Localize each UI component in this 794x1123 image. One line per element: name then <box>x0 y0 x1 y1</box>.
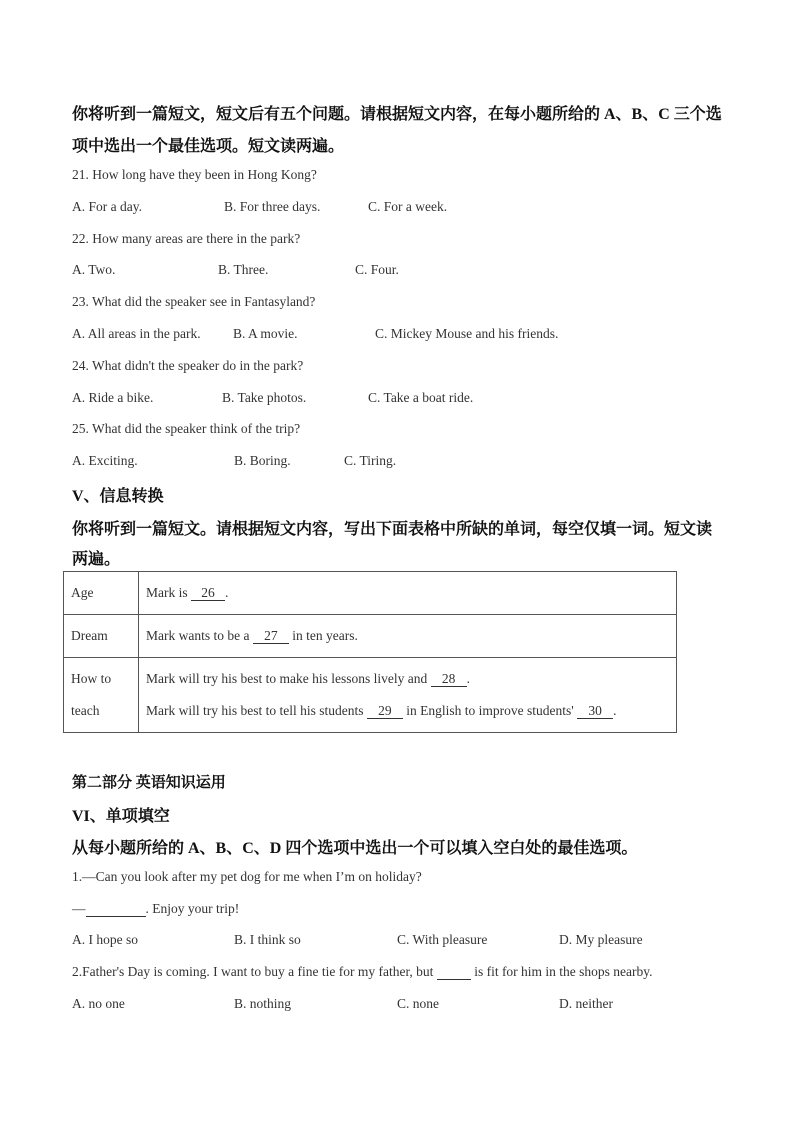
question-23-option-a: A. All areas in the park. <box>72 326 201 341</box>
question-25-option-b: B. Boring. <box>234 453 291 468</box>
table-row-how-to-teach <box>64 658 677 733</box>
table-row-dream <box>64 615 677 658</box>
question-23-stem: 23. What did the speaker see in Fantasyland? <box>72 294 316 309</box>
question-2-option-a: A. no one <box>72 996 125 1011</box>
blank-29: 29 <box>367 704 403 719</box>
question-1-option-c: C. With pleasure <box>397 932 488 947</box>
question-2-option-b: B. nothing <box>234 996 292 1011</box>
question-21-option-b: B. For three days. <box>224 199 321 214</box>
table-cell-age: Mark is 26 . <box>139 572 677 615</box>
section5-heading: V、信息转换 <box>72 488 164 505</box>
section6-heading: VI、单项填空 <box>72 808 170 825</box>
section4-instruction-line2: 项中选出一个最佳选项。短文读两遍。 <box>72 138 345 155</box>
table-row-age <box>64 572 677 615</box>
question-25-option-c: C. Tiring. <box>344 453 397 468</box>
question-24-stem: 24. What didn't the speaker do in the park? <box>72 358 304 373</box>
section5-instruction-line1: 你将听到一篇短文。请根据短文内容，写出下面表格中所缺的单词，每空仅填一词。短文读 <box>72 521 713 538</box>
question-22-option-c: C. Four. <box>355 262 399 277</box>
question-23-option-c: C. Mickey Mouse and his friends. <box>375 326 559 341</box>
table-label-age: Age <box>64 572 139 615</box>
question-22-option-b: B. Three. <box>218 262 269 277</box>
question-1-stem: 1.—Can you look after my pet dog for me when I’m on holiday? <box>72 869 422 884</box>
section4-instruction-line1: 你将听到一篇短文，短文后有五个问题。请根据短文内容，在每小题所给的 A、B、C 三个选 <box>72 106 722 123</box>
table-cell-how-to-teach <box>139 658 677 733</box>
info-table <box>63 571 677 733</box>
question-24-option-c: C. Take a boat ride. <box>368 390 474 405</box>
question-2-stem: 2.Father's Day is coming. I want to buy a fine tie for my father, but is fit for him in the shops nearby. <box>72 964 653 979</box>
table-cell-dream: Mark wants to be a 27 in ten years. <box>139 615 677 658</box>
blank-30: 30 <box>577 704 613 719</box>
table-label-how-to-teach: How to teach <box>64 658 139 733</box>
how-to-teach-line1: Mark will try his best to make his lessons lively and 28 . <box>146 671 470 686</box>
question-2-option-c: C. none <box>397 996 439 1011</box>
table-label-dream: Dream <box>64 615 139 658</box>
question-23-option-b: B. A movie. <box>233 326 298 341</box>
question-22-stem: 22. How many areas are there in the park? <box>72 231 301 246</box>
section6-instruction: 从每小题所给的 A、B、C、D 四个选项中选出一个可以填入空白处的最佳选项。 <box>72 840 638 857</box>
question-25-stem: 25. What did the speaker think of the trip? <box>72 421 301 436</box>
question-1-option-d: D. My pleasure <box>559 932 643 947</box>
blank-28: 28 <box>431 672 467 687</box>
question-1-blank <box>86 902 146 917</box>
question-25-option-a: A. Exciting. <box>72 453 138 468</box>
question-21-stem: 21. How long have they been in Hong Kong? <box>72 167 317 182</box>
blank-27: 27 <box>253 629 289 644</box>
part2-title: 第二部分 英语知识运用 <box>72 775 226 791</box>
question-24-option-a: A. Ride a bike. <box>72 390 154 405</box>
question-1-option-a: A. I hope so <box>72 932 138 947</box>
question-21-option-a: A. For a day. <box>72 199 142 214</box>
section5-instruction-line2: 两遍。 <box>72 551 121 568</box>
question-2-blank <box>437 965 471 980</box>
question-1-option-b: B. I think so <box>234 932 301 947</box>
question-1-reply: — . Enjoy your trip! <box>72 901 240 916</box>
how-to-teach-line2: Mark will try his best to tell his students 29 in English to improve students' 30 . <box>146 703 617 718</box>
question-24-option-b: B. Take photos. <box>222 390 307 405</box>
question-2-option-d: D. neither <box>559 996 613 1011</box>
question-21-option-c: C. For a week. <box>368 199 448 214</box>
blank-26: 26 <box>191 586 225 601</box>
question-22-option-a: A. Two. <box>72 262 116 277</box>
